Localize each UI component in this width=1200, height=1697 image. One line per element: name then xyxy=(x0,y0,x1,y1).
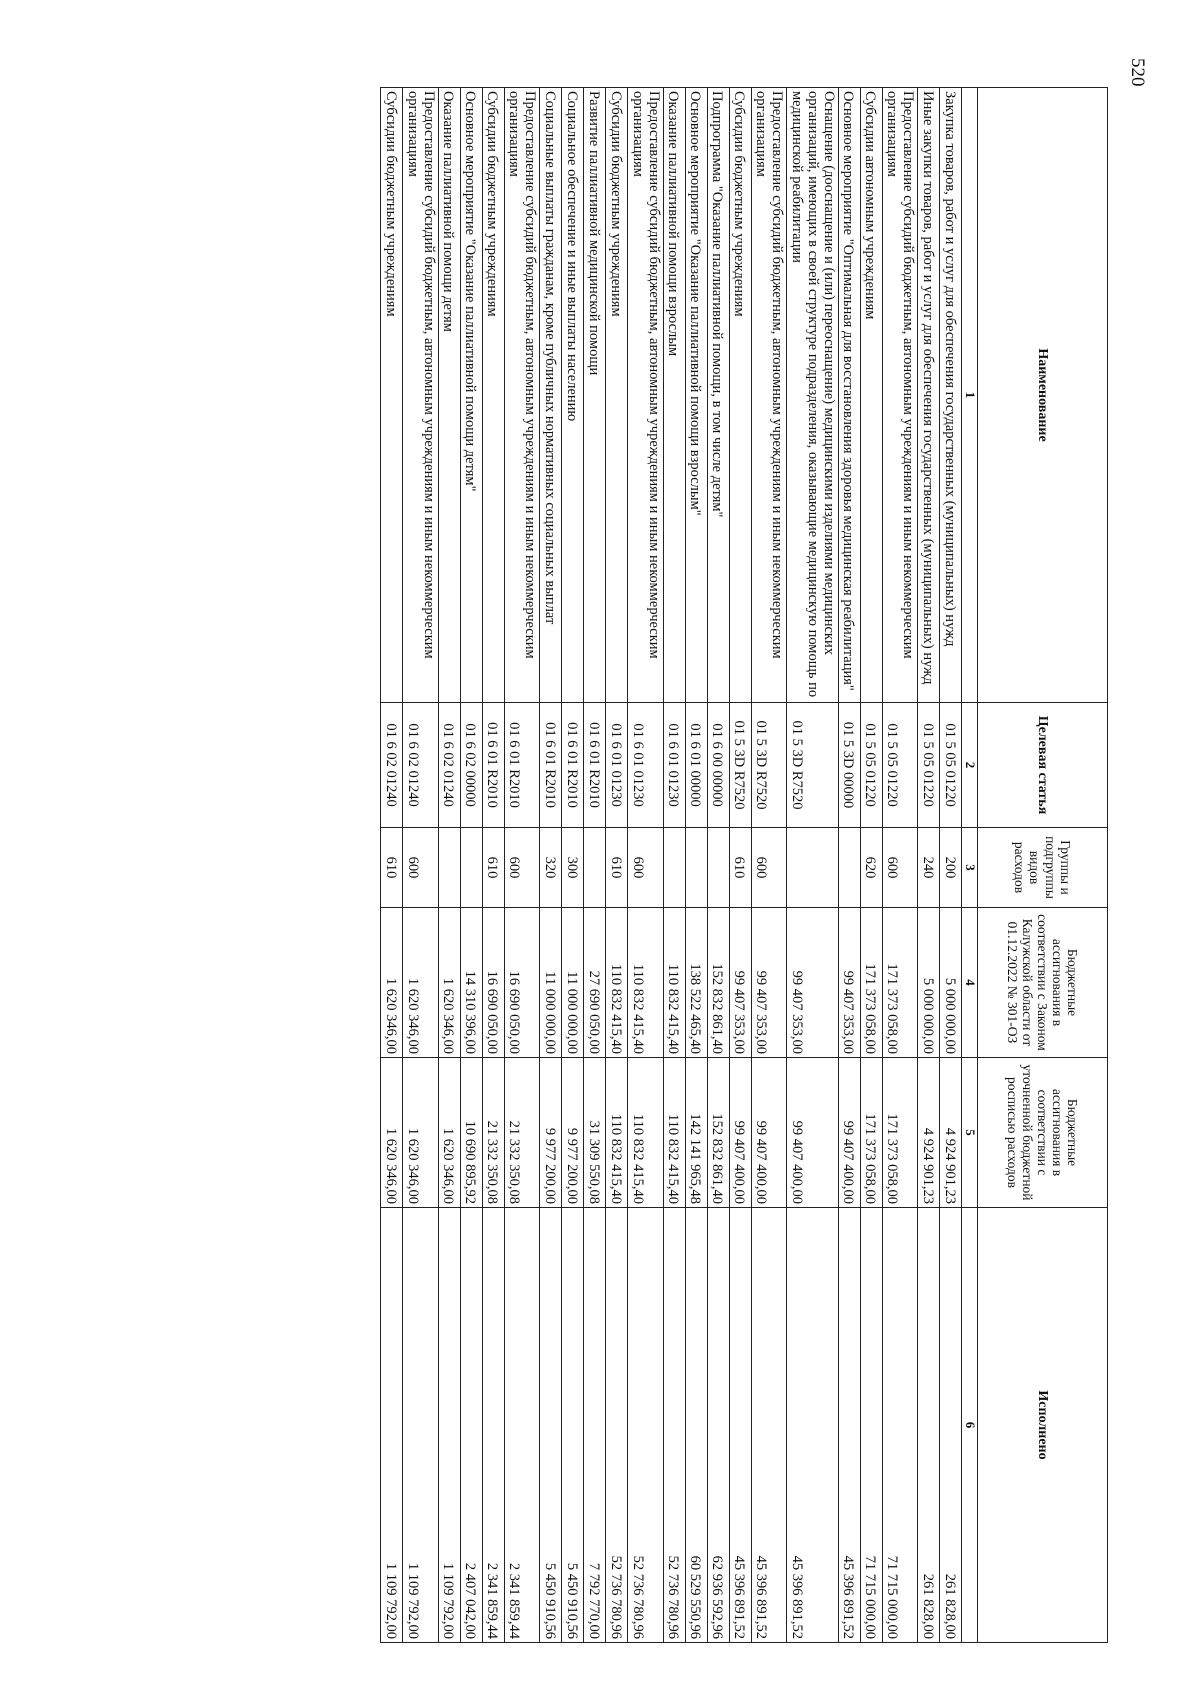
row-group: 610 xyxy=(482,828,504,908)
row-target: 01 6 01 R2010 xyxy=(562,703,584,828)
row-name: Основное мероприятие "Оптимальная для восстановления здоровья медицинская реабилитация" xyxy=(838,88,860,703)
table-row xyxy=(860,88,882,1643)
table-row xyxy=(940,88,962,1643)
row-executed: 45 396 891,52 xyxy=(838,1208,860,1643)
row-group xyxy=(707,828,729,908)
table-row xyxy=(663,88,685,1643)
row-executed: 1 109 792,00 xyxy=(403,1208,438,1643)
row-law: 16 690 050,00 xyxy=(504,908,539,1058)
row-listing: 4 924 901,23 xyxy=(918,1058,940,1208)
row-target: 01 6 01 01230 xyxy=(628,703,663,828)
row-listing: 1 620 346,00 xyxy=(438,1058,460,1208)
row-group: 200 xyxy=(940,828,962,908)
table-row xyxy=(729,88,751,1643)
budget-table xyxy=(380,87,1108,1643)
row-law: 5 000 000,00 xyxy=(940,908,962,1058)
row-group: 620 xyxy=(860,828,882,908)
table-row xyxy=(504,88,539,1643)
row-executed: 1 109 792,00 xyxy=(381,1208,403,1643)
table-row xyxy=(628,88,663,1643)
row-target: 01 6 01 R2010 xyxy=(482,703,504,828)
row-name: Предоставление субсидий бюджетным, автономным учреждениям и иным некоммерческим организациям xyxy=(403,88,438,703)
table-row xyxy=(918,88,940,1643)
row-law: 99 407 353,00 xyxy=(787,908,839,1058)
row-listing: 110 832 415,40 xyxy=(628,1058,663,1208)
row-group xyxy=(584,828,606,908)
row-name: Субсидии бюджетным учреждениям xyxy=(729,88,751,703)
row-listing: 9 977 200,00 xyxy=(562,1058,584,1208)
row-target: 01 5 3D R7520 xyxy=(751,703,786,828)
row-group: 600 xyxy=(751,828,786,908)
table-row xyxy=(685,88,707,1643)
row-executed: 71 715 000,00 xyxy=(882,1208,917,1643)
row-listing: 21 332 350,08 xyxy=(482,1058,504,1208)
row-name: Предоставление субсидий бюджетным, автономным учреждениям и иным некоммерческим организациям xyxy=(628,88,663,703)
row-target: 01 5 3D R7520 xyxy=(729,703,751,828)
row-executed: 45 396 891,52 xyxy=(751,1208,786,1643)
row-target: 01 6 01 01230 xyxy=(606,703,628,828)
row-law: 1 620 346,00 xyxy=(403,908,438,1058)
table-row xyxy=(838,88,860,1643)
row-listing: 10 690 895,92 xyxy=(460,1058,482,1208)
row-law: 5 000 000,00 xyxy=(918,908,940,1058)
row-target: 01 6 01 R2010 xyxy=(540,703,562,828)
row-listing: 171 373 058,00 xyxy=(882,1058,917,1208)
row-name: Социальное обеспечение и иные выплаты населению xyxy=(562,88,584,703)
row-name: Субсидии бюджетным учреждениям xyxy=(482,88,504,703)
row-law: 110 832 415,40 xyxy=(606,908,628,1058)
row-listing: 99 407 400,00 xyxy=(838,1058,860,1208)
row-name: Субсидии автономным учреждениям xyxy=(860,88,882,703)
row-executed: 7 792 770,00 xyxy=(584,1208,606,1643)
table-row xyxy=(787,88,839,1643)
row-listing: 99 407 400,00 xyxy=(787,1058,839,1208)
row-executed: 5 450 910,56 xyxy=(562,1208,584,1643)
row-listing: 152 832 861,40 xyxy=(707,1058,729,1208)
row-target: 01 5 05 01220 xyxy=(860,703,882,828)
row-group: 610 xyxy=(381,828,403,908)
row-group: 600 xyxy=(403,828,438,908)
row-group: 600 xyxy=(882,828,917,908)
row-group xyxy=(787,828,839,908)
header-row xyxy=(978,88,1108,1643)
row-executed: 52 736 780,96 xyxy=(606,1208,628,1643)
row-listing: 110 832 415,40 xyxy=(606,1058,628,1208)
row-executed: 52 736 780,96 xyxy=(628,1208,663,1643)
row-target: 01 5 05 01220 xyxy=(940,703,962,828)
row-name: Иные закупки товаров, работ и услуг для обеспечения государственных (муниципальных) нужд xyxy=(918,88,940,703)
row-group: 610 xyxy=(729,828,751,908)
row-name: Оказание паллиативной помощи детям xyxy=(438,88,460,703)
row-law: 16 690 050,00 xyxy=(482,908,504,1058)
row-name: Подпрограмма "Оказание паллиативной помощи, в том числе детям" xyxy=(707,88,729,703)
header-executed: Исполнено xyxy=(978,1208,1108,1643)
row-name: Закупка товаров, работ и услуг для обеспечения государственных (муниципальных) нужд xyxy=(940,88,962,703)
row-law: 14 310 396,00 xyxy=(460,908,482,1058)
row-target: 01 6 02 01240 xyxy=(438,703,460,828)
row-listing: 21 332 350,08 xyxy=(504,1058,539,1208)
row-executed: 52 736 780,96 xyxy=(663,1208,685,1643)
table-row xyxy=(707,88,729,1643)
row-executed: 62 936 592,96 xyxy=(707,1208,729,1643)
row-listing: 9 977 200,00 xyxy=(540,1058,562,1208)
row-name: Оказание паллиативной помощи взрослым xyxy=(663,88,685,703)
table-row xyxy=(438,88,460,1643)
row-name: Социальные выплаты гражданам, кроме публичных нормативных социальных выплат xyxy=(540,88,562,703)
row-listing: 1 620 346,00 xyxy=(381,1058,403,1208)
row-listing: 99 407 400,00 xyxy=(751,1058,786,1208)
row-name: Субсидии бюджетным учреждениям xyxy=(381,88,403,703)
column-index: 5 xyxy=(962,1058,978,1208)
row-executed: 60 529 550,96 xyxy=(685,1208,707,1643)
row-law: 11 000 000,00 xyxy=(540,908,562,1058)
row-target: 01 6 02 00000 xyxy=(460,703,482,828)
table-row xyxy=(381,88,403,1643)
table-row xyxy=(562,88,584,1643)
row-name: Основное мероприятие "Оказание паллиативной помощи детям" xyxy=(460,88,482,703)
table-row xyxy=(751,88,786,1643)
row-law: 11 000 000,00 xyxy=(562,908,584,1058)
row-target: 01 6 01 R2010 xyxy=(584,703,606,828)
row-target: 01 6 01 01230 xyxy=(663,703,685,828)
row-group: 600 xyxy=(628,828,663,908)
table-row xyxy=(403,88,438,1643)
row-group xyxy=(663,828,685,908)
header-listing: Бюджетные ассигнования в соответствии с уточненной бюджетной росписью расходов xyxy=(978,1058,1108,1208)
header-name: Наименование xyxy=(978,88,1108,703)
row-law: 152 832 861,40 xyxy=(707,908,729,1058)
column-index: 2 xyxy=(962,703,978,828)
row-target: 01 5 3D 00000 xyxy=(838,703,860,828)
row-listing: 99 407 400,00 xyxy=(729,1058,751,1208)
row-target: 01 5 05 01220 xyxy=(918,703,940,828)
row-target: 01 6 01 00000 xyxy=(685,703,707,828)
row-group: 240 xyxy=(918,828,940,908)
row-listing: 110 832 415,40 xyxy=(663,1058,685,1208)
row-law: 1 620 346,00 xyxy=(438,908,460,1058)
row-group xyxy=(460,828,482,908)
column-index: 3 xyxy=(962,828,978,908)
row-target: 01 6 00 00000 xyxy=(707,703,729,828)
row-target: 01 6 02 01240 xyxy=(403,703,438,828)
row-law: 171 373 058,00 xyxy=(860,908,882,1058)
row-target: 01 6 02 01240 xyxy=(381,703,403,828)
row-law: 171 373 058,00 xyxy=(882,908,917,1058)
row-executed: 2 341 859,44 xyxy=(482,1208,504,1643)
row-listing: 4 924 901,23 xyxy=(940,1058,962,1208)
row-law: 138 522 465,40 xyxy=(685,908,707,1058)
row-executed: 45 396 891,52 xyxy=(729,1208,751,1643)
table-row xyxy=(540,88,562,1643)
row-target: 01 6 01 R2010 xyxy=(504,703,539,828)
row-listing: 1 620 346,00 xyxy=(403,1058,438,1208)
row-executed: 5 450 910,56 xyxy=(540,1208,562,1643)
row-name: Основное мероприятие "Оказание паллиативной помощи взрослым" xyxy=(685,88,707,703)
row-executed: 71 715 000,00 xyxy=(860,1208,882,1643)
rotated-page xyxy=(270,87,1108,1642)
table-row xyxy=(606,88,628,1643)
row-group: 600 xyxy=(504,828,539,908)
row-name: Предоставление субсидий бюджетным, автономным учреждениям и иным некоммерческим организациям xyxy=(504,88,539,703)
row-law: 27 690 050,00 xyxy=(584,908,606,1058)
row-law: 110 832 415,40 xyxy=(663,908,685,1058)
row-listing: 142 141 965,48 xyxy=(685,1058,707,1208)
row-listing: 31 309 550,08 xyxy=(584,1058,606,1208)
row-law: 110 832 415,40 xyxy=(628,908,663,1058)
row-name: Предоставление субсидий бюджетным, автономным учреждениям и иным некоммерческим организациям xyxy=(751,88,786,703)
row-law: 1 620 346,00 xyxy=(381,908,403,1058)
row-executed: 45 396 891,52 xyxy=(787,1208,839,1643)
row-executed: 1 109 792,00 xyxy=(438,1208,460,1643)
row-group xyxy=(838,828,860,908)
row-name: Развитие паллиативной медицинской помощи xyxy=(584,88,606,703)
column-index: 4 xyxy=(962,908,978,1058)
row-executed: 261 828,00 xyxy=(918,1208,940,1643)
column-index: 6 xyxy=(962,1208,978,1643)
table-row xyxy=(482,88,504,1643)
page-number: 520 xyxy=(1127,58,1148,87)
row-target: 01 5 3D R7520 xyxy=(787,703,839,828)
table-row xyxy=(882,88,917,1643)
row-group xyxy=(685,828,707,908)
column-index: 1 xyxy=(962,88,978,703)
row-group: 610 xyxy=(606,828,628,908)
row-group: 300 xyxy=(562,828,584,908)
row-name: Субсидии бюджетным учреждениям xyxy=(606,88,628,703)
row-executed: 2 341 859,44 xyxy=(504,1208,539,1643)
table-row xyxy=(460,88,482,1643)
row-listing: 171 373 058,00 xyxy=(860,1058,882,1208)
header-law: Бюджетные ассигнования в соответствии с Законом Калужской области от 01.12.2022 № 301-ОЗ xyxy=(978,908,1108,1058)
row-name: Предоставление субсидий бюджетным, автономным учреждениям и иным некоммерческим организациям xyxy=(882,88,917,703)
row-executed: 2 407 042,00 xyxy=(460,1208,482,1643)
row-executed: 261 828,00 xyxy=(940,1208,962,1643)
row-law: 99 407 353,00 xyxy=(751,908,786,1058)
row-name: Оснащение (дооснащение и (или) переоснащение) медицинскими изделиями медицинских организаций, имеющих в своей структуре подразделения, оказывающие медицинскую помощь по медицинской реабилитации xyxy=(787,88,839,703)
row-target: 01 5 05 01220 xyxy=(882,703,917,828)
row-law: 99 407 353,00 xyxy=(729,908,751,1058)
row-law: 99 407 353,00 xyxy=(838,908,860,1058)
header-target: Целевая статья xyxy=(978,703,1108,828)
row-group: 320 xyxy=(540,828,562,908)
row-group xyxy=(438,828,460,908)
header-groups: Группы и подгруппы видов расходов xyxy=(978,828,1108,908)
table-row xyxy=(584,88,606,1643)
column-index-row xyxy=(962,88,978,1643)
